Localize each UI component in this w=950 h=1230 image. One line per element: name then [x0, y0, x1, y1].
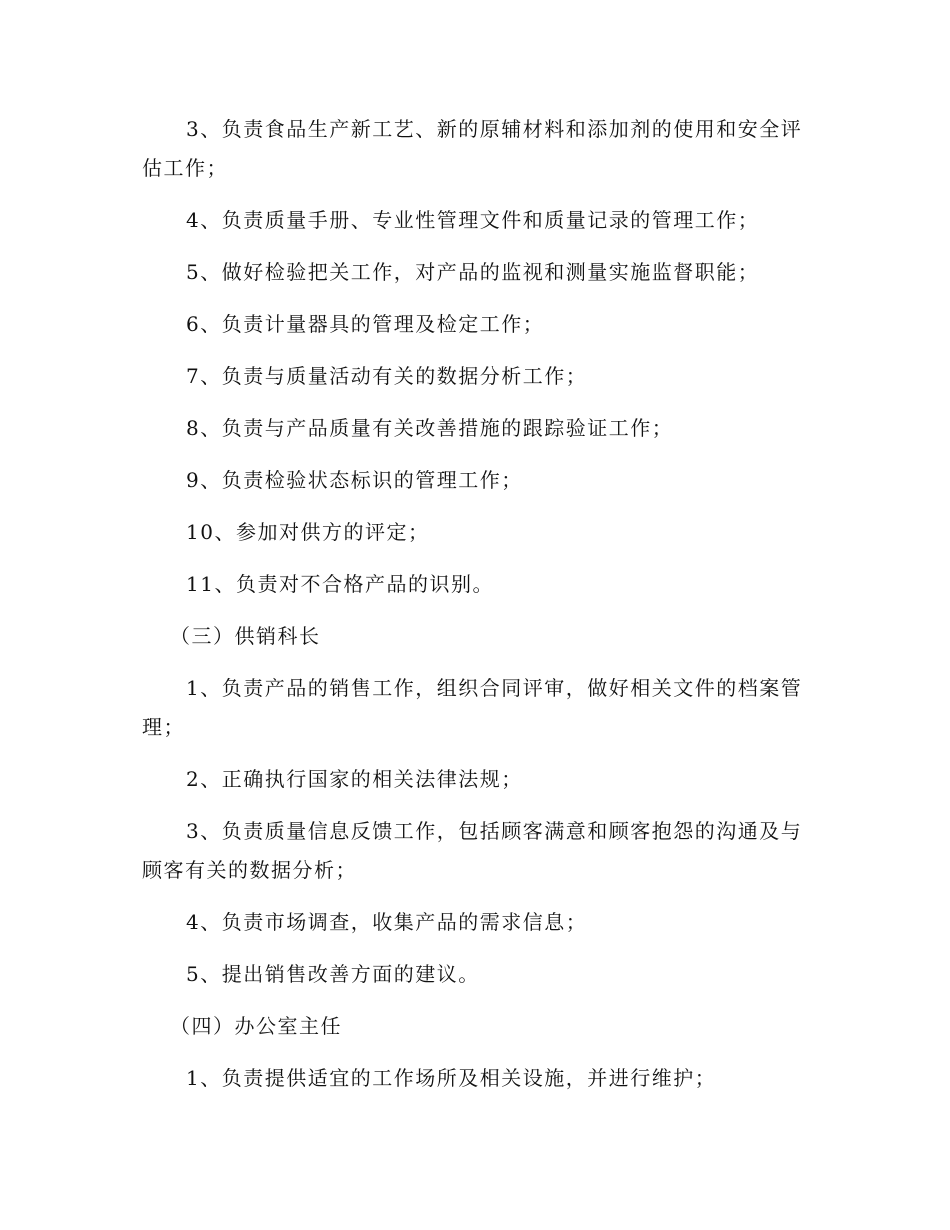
list-item: 7、负责与质量活动有关的数据分析工作；: [186, 364, 588, 388]
list-item: 1、负责产品的销售工作，组织合同评审，做好相关文件的档案管理；: [142, 676, 803, 739]
list-item: 6、负责计量器具的管理及检定工作；: [186, 312, 545, 336]
list-item: 3、负责质量信息反馈工作，包括顾客满意和顾客抱怨的沟通及与顾客有关的数据分析；: [142, 819, 803, 882]
list-item: 2、正确执行国家的相关法律法规；: [186, 767, 523, 791]
list-item: 10、参加对供方的评定；: [186, 520, 430, 544]
document-body: [142, 110, 808, 1111]
list-item: 9、负责检验状态标识的管理工作；: [186, 468, 523, 492]
list-item: 11、负责对不合格产品的识别。: [186, 572, 494, 596]
list-item: 5、做好检验把关工作，对产品的监视和测量实施监督职能；: [186, 260, 760, 284]
list-item: 1、负责提供适宜的工作场所及相关设施，并进行维护；: [186, 1066, 717, 1090]
list-item: 4、负责市场调查，收集产品的需求信息；: [186, 910, 588, 934]
section-heading: （三）供销科长: [170, 624, 321, 648]
list-item: 8、负责与产品质量有关改善措施的跟踪验证工作；: [186, 416, 674, 440]
section-heading: （四）办公室主任: [170, 1014, 342, 1038]
list-item: 4、负责质量手册、专业性管理文件和质量记录的管理工作；: [186, 208, 760, 232]
list-item: 3、负责食品生产新工艺、新的原辅材料和添加剂的使用和安全评估工作；: [142, 117, 803, 180]
list-item: 5、提出销售改善方面的建议。: [186, 962, 480, 986]
